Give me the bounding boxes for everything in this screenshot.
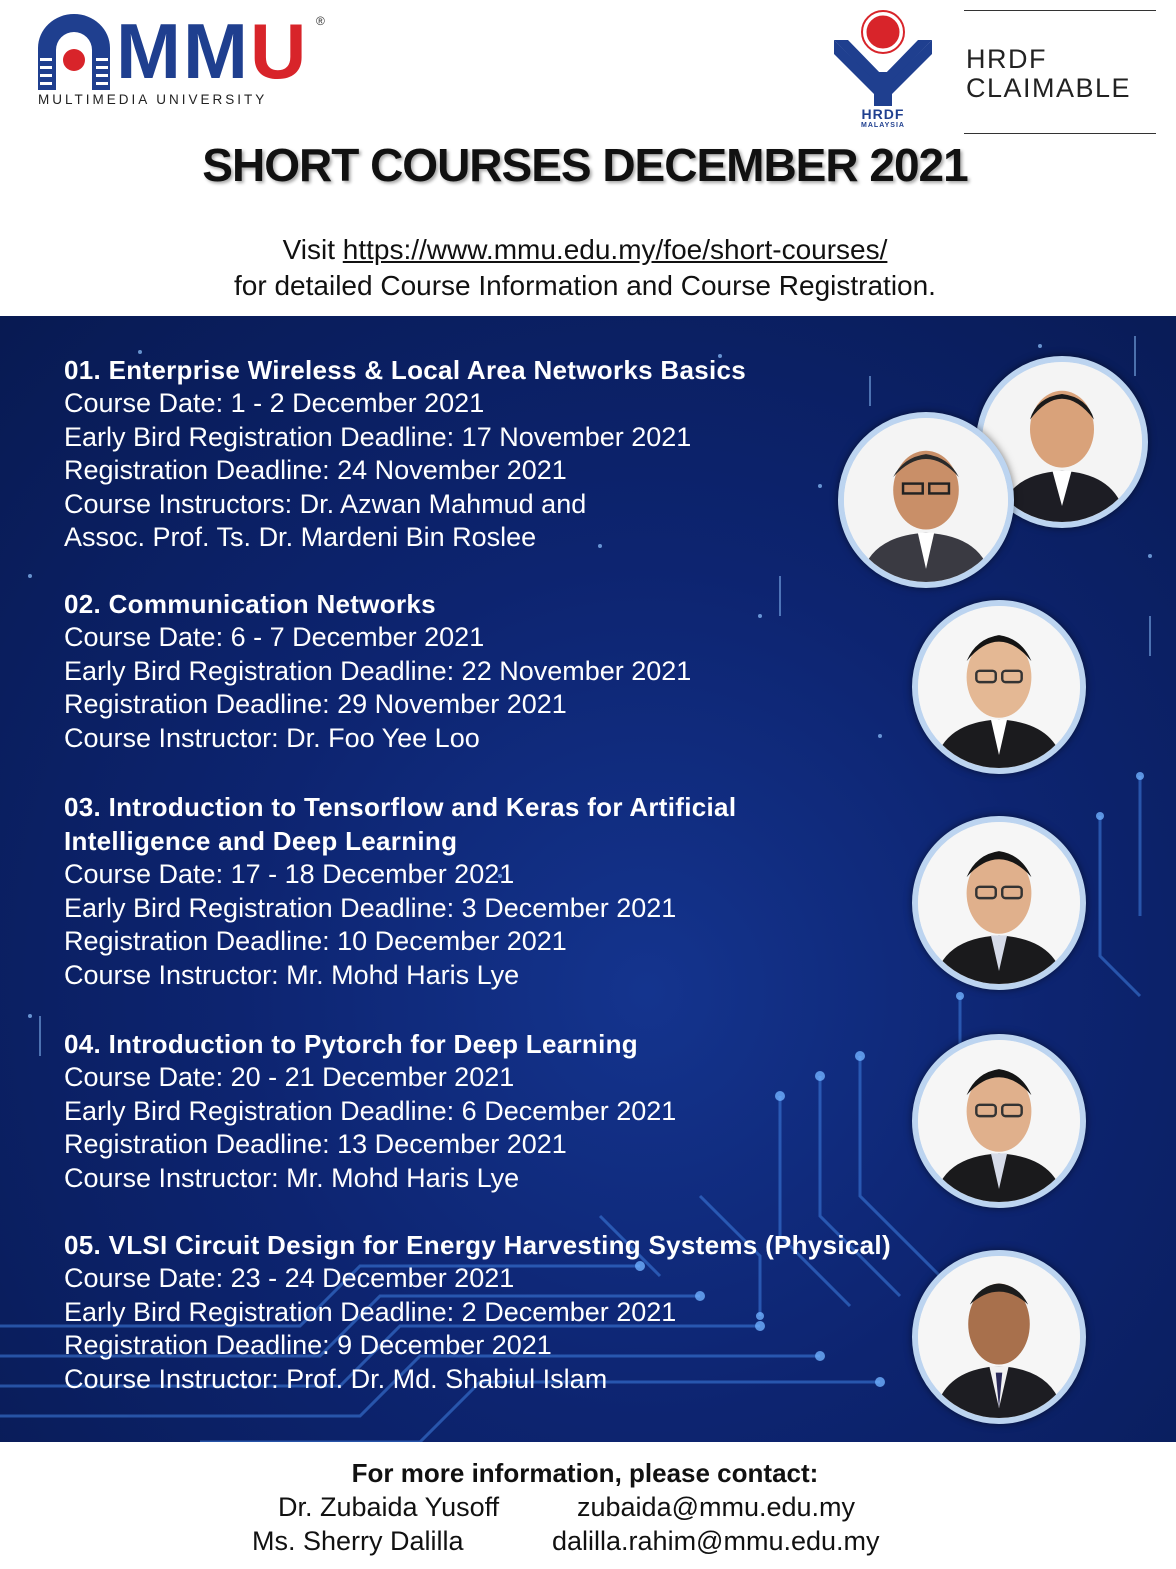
registration-deadline: Registration Deadline: 29 November 2021 xyxy=(64,689,567,719)
early-bird-deadline: Early Bird Registration Deadline: 22 November 2021 xyxy=(64,655,692,686)
visit-detail: for detailed Course Information and Course Registration. xyxy=(234,270,936,301)
course-04 xyxy=(64,1027,676,1195)
contact-email[interactable]: zubaida@mmu.edu.my xyxy=(577,1492,856,1522)
course-title: 01. Enterprise Wireless & Local Area Networks Basics xyxy=(64,355,747,385)
hrdf-claim-line2: CLAIMABLE xyxy=(966,73,1132,103)
mmu-logo xyxy=(34,7,334,114)
hrdf-claimable-badge xyxy=(964,10,1156,134)
course-title: 03. Introduction to Tensorflow and Keras for Artificial xyxy=(64,792,737,822)
hrdf-logo-country: MALAYSIA xyxy=(861,122,905,129)
early-bird-deadline: Early Bird Registration Deadline: 3 December 2021 xyxy=(64,892,677,923)
mmu-logo-text: MMU xyxy=(116,7,309,95)
course-instructors-cont: Assoc. Prof. Ts. Dr. Mardeni Bin Roslee xyxy=(64,522,537,552)
footer xyxy=(0,1442,1176,1569)
hrdf-logo-text: HRDF xyxy=(861,106,905,122)
person-icon xyxy=(844,418,1008,582)
registration-deadline: Registration Deadline: 9 December 2021 xyxy=(64,1330,552,1360)
page-title: SHORT COURSES DECEMBER 2021 xyxy=(202,139,968,191)
instructor-photo xyxy=(838,412,1014,588)
course-02 xyxy=(64,587,691,755)
hrdf-logo xyxy=(834,10,932,134)
course-date: Course Date: 17 - 18 December 2021 xyxy=(64,859,515,889)
courses-panel xyxy=(0,316,1176,1442)
hrdf-emblem-icon xyxy=(834,10,932,106)
course-instructor: Course Instructor: Mr. Mohd Haris Lye xyxy=(64,959,520,990)
person-icon xyxy=(918,606,1080,768)
course-instructor: Course Instructor: Mr. Mohd Haris Lye xyxy=(64,1162,520,1193)
short-courses-link[interactable]: https://www.mmu.edu.my/foe/short-courses/ xyxy=(342,234,888,265)
early-bird-deadline: Early Bird Registration Deadline: 17 November 2021 xyxy=(64,421,692,452)
course-date: Course Date: 1 - 2 December 2021 xyxy=(64,388,485,418)
early-bird-deadline: Early Bird Registration Deadline: 2 December 2021 xyxy=(64,1296,677,1327)
mmu-emblem-icon xyxy=(34,14,114,90)
mmu-subtitle: MULTIMEDIA UNIVERSITY xyxy=(38,92,268,107)
course-title: 04. Introduction to Pytorch for Deep Learning xyxy=(64,1029,638,1059)
instructor-photo xyxy=(912,1250,1086,1424)
registration-deadline: Registration Deadline: 24 November 2021 xyxy=(64,455,567,485)
visit-line xyxy=(0,234,1170,266)
instructor-photo xyxy=(912,600,1086,774)
course-instructor: Course Instructor: Prof. Dr. Md. Shabiul Islam xyxy=(64,1363,608,1394)
course-title: 02. Communication Networks xyxy=(64,589,436,619)
course-instructor: Course Instructor: Dr. Foo Yee Loo xyxy=(64,722,480,753)
contact-email[interactable]: dalilla.rahim@mmu.edu.my xyxy=(552,1526,880,1556)
contact-name: Ms. Sherry Dalilla xyxy=(252,1526,464,1556)
course-date: Course Date: 20 - 21 December 2021 xyxy=(64,1062,515,1092)
registration-deadline: Registration Deadline: 10 December 2021 xyxy=(64,926,567,956)
course-date: Course Date: 23 - 24 December 2021 xyxy=(64,1263,515,1293)
course-05 xyxy=(64,1228,891,1396)
course-title: 05. VLSI Circuit Design for Energy Harvesting Systems (Physical) xyxy=(64,1230,891,1260)
contact-heading: For more information, please contact: xyxy=(351,1458,819,1488)
course-date: Course Date: 6 - 7 December 2021 xyxy=(64,622,485,652)
contact-name: Dr. Zubaida Yusoff xyxy=(278,1492,500,1522)
course-instructors: Course Instructors: Dr. Azwan Mahmud and xyxy=(64,488,587,519)
registration-deadline: Registration Deadline: 13 December 2021 xyxy=(64,1129,567,1159)
visit-prefix: Visit xyxy=(282,234,335,265)
hrdf-claim-line1: HRDF xyxy=(966,44,1047,74)
instructor-photo xyxy=(912,1034,1086,1208)
early-bird-deadline: Early Bird Registration Deadline: 6 December 2021 xyxy=(64,1095,677,1126)
course-title-cont: Intelligence and Deep Learning xyxy=(64,826,458,856)
course-03 xyxy=(64,790,736,992)
registered-mark: ® xyxy=(316,14,325,28)
course-01 xyxy=(64,353,746,555)
header xyxy=(0,0,1176,316)
person-icon xyxy=(918,1040,1080,1202)
instructor-photo xyxy=(912,816,1086,990)
person-icon xyxy=(918,822,1080,984)
person-icon xyxy=(918,1256,1080,1418)
